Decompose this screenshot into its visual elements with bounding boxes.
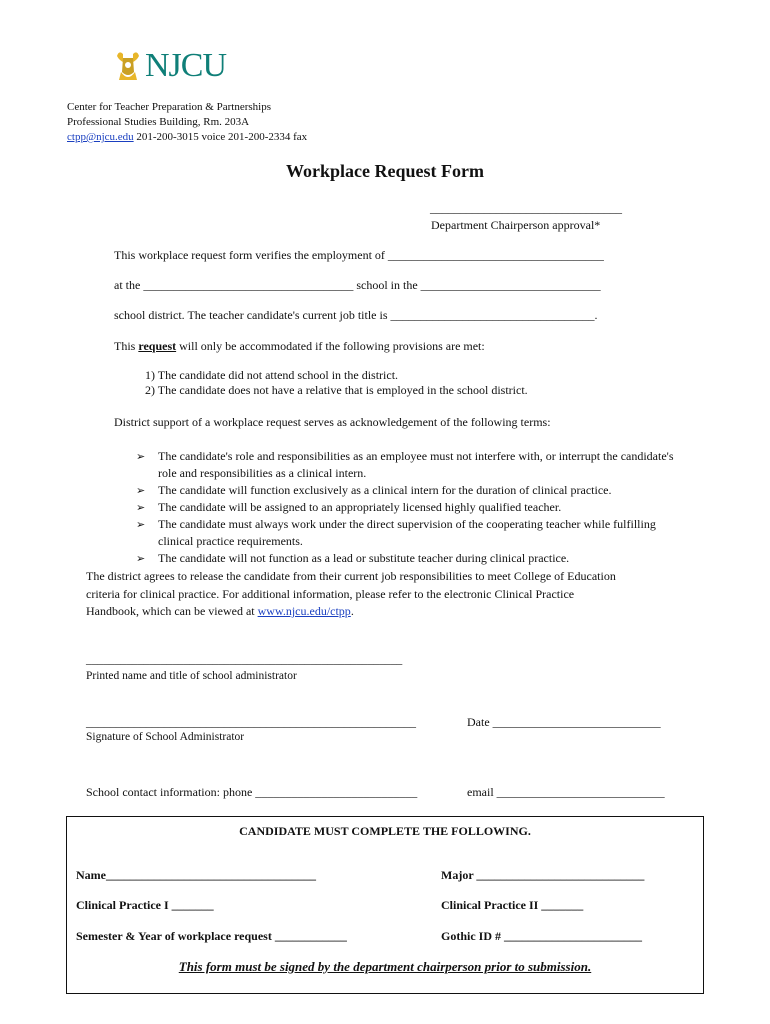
handbook-link[interactable]: www.njcu.edu/ctpp bbox=[257, 604, 351, 618]
arrow-bullet-icon: ➢ bbox=[136, 501, 146, 514]
release-line-3-post: . bbox=[350, 604, 354, 618]
candidate-name-field[interactable]: Name___________________________________ bbox=[76, 868, 316, 882]
list-item bbox=[136, 482, 676, 499]
admin-name-label: Printed name and title of school administrator bbox=[86, 670, 297, 682]
bullet-text: The candidate will not function as a lead or substitute teacher during clinical practice. bbox=[158, 551, 570, 565]
list-item bbox=[136, 550, 676, 567]
school-line[interactable]: at the ___________________________________ school in the ______________________________ bbox=[114, 278, 601, 292]
job-title-line[interactable]: school district. The teacher candidate's current job title is __________________________________. bbox=[114, 308, 598, 322]
candidate-major-field[interactable]: Major ____________________________ bbox=[441, 868, 645, 882]
date-label: Date bbox=[467, 715, 493, 729]
contact-email-link[interactable]: ctpp@njcu.edu bbox=[67, 131, 134, 143]
bullet-text: The candidate will be assigned to an appropriately licensed highly qualified teacher. bbox=[158, 500, 562, 514]
approval-label: Department Chairperson approval* bbox=[431, 218, 601, 232]
arrow-bullet-icon: ➢ bbox=[136, 552, 146, 565]
provision-2: 2) The candidate does not have a relative that is employed in the school district. bbox=[145, 383, 528, 397]
contact-email-field[interactable]: email ____________________________ bbox=[467, 785, 665, 799]
bullet-text: The candidate's role and responsibilities as an employee must not interfere with, or interrupt the candidate's role and responsibilities as a clinical intern. bbox=[158, 449, 674, 480]
arrow-bullet-icon: ➢ bbox=[136, 518, 146, 531]
semester-year-field[interactable]: Semester & Year of workplace request ____________ bbox=[76, 929, 347, 943]
submission-note: This form must be signed by the department chairperson prior to submission. bbox=[178, 959, 592, 974]
header-contact bbox=[67, 130, 307, 145]
list-item bbox=[136, 499, 676, 516]
clinical-practice-2-field[interactable]: Clinical Practice II _______ bbox=[441, 898, 584, 912]
arrow-bullet-icon: ➢ bbox=[136, 484, 146, 497]
provisions-intro-bold: request bbox=[138, 339, 177, 353]
form-title: Workplace Request Form bbox=[286, 161, 484, 181]
release-line-2: criteria for clinical practice. For additional information, please refer to the electronic Clinical Practice bbox=[86, 586, 575, 601]
bullet-text: The candidate must always work under the direct supervision of the cooperating teacher while fulfilling clinical practice requirements. bbox=[158, 517, 656, 548]
date-line[interactable]: ____________________________ bbox=[492, 715, 661, 729]
release-paragraph bbox=[86, 568, 616, 621]
provisions-intro-pre: This bbox=[114, 339, 139, 353]
release-line-3-pre: Handbook, which can be viewed at bbox=[86, 604, 258, 618]
list-item bbox=[136, 448, 676, 482]
logo-wordmark: NJCU bbox=[145, 47, 227, 84]
clinical-practice-1-field[interactable]: Clinical Practice I _______ bbox=[76, 898, 214, 912]
njcu-logo bbox=[113, 46, 233, 86]
admin-name-line[interactable]: _______________________________________________________ bbox=[86, 654, 403, 666]
provisions-intro bbox=[114, 338, 485, 355]
candidate-heading: CANDIDATE MUST COMPLETE THE FOLLOWING. bbox=[239, 824, 531, 838]
date-field[interactable] bbox=[467, 714, 661, 731]
header-line-1: Center for Teacher Preparation & Partnerships bbox=[67, 101, 271, 113]
terms-intro: District support of a workplace request serves as acknowledgement of the following terms: bbox=[114, 415, 551, 429]
release-line-1: The district agrees to release the candidate from their current job responsibilities to meet College of Education bbox=[86, 569, 616, 583]
arrow-bullet-icon: ➢ bbox=[136, 450, 146, 463]
provisions-intro-post: will only be accommodated if the following provisions are met: bbox=[176, 339, 485, 353]
release-line-3 bbox=[86, 603, 616, 621]
header-line-2: Professional Studies Building, Rm. 203A bbox=[67, 116, 250, 128]
gothic-id-field[interactable]: Gothic ID # _______________________ bbox=[441, 929, 642, 943]
approval-signature-line[interactable]: ________________________________ bbox=[430, 201, 622, 215]
bullet-text: The candidate will function exclusively as a clinical intern for the duration of clinical practice. bbox=[158, 483, 612, 497]
terms-bullet-list bbox=[136, 448, 676, 567]
contact-phone-field[interactable]: School contact information: phone ___________________________ bbox=[86, 785, 418, 799]
admin-signature-label: Signature of School Administrator bbox=[86, 731, 245, 743]
provision-1: 1) The candidate did not attend school in the district. bbox=[145, 368, 399, 382]
contact-phones: 201-200-3015 voice 201-200-2334 fax bbox=[133, 131, 308, 143]
admin-signature-line[interactable]: _______________________________________________________ bbox=[86, 715, 416, 729]
list-item bbox=[136, 516, 676, 550]
gothic-knight-icon bbox=[113, 48, 143, 84]
employment-verification-line[interactable]: This workplace request form verifies the employment of ____________________________________ bbox=[114, 248, 604, 262]
